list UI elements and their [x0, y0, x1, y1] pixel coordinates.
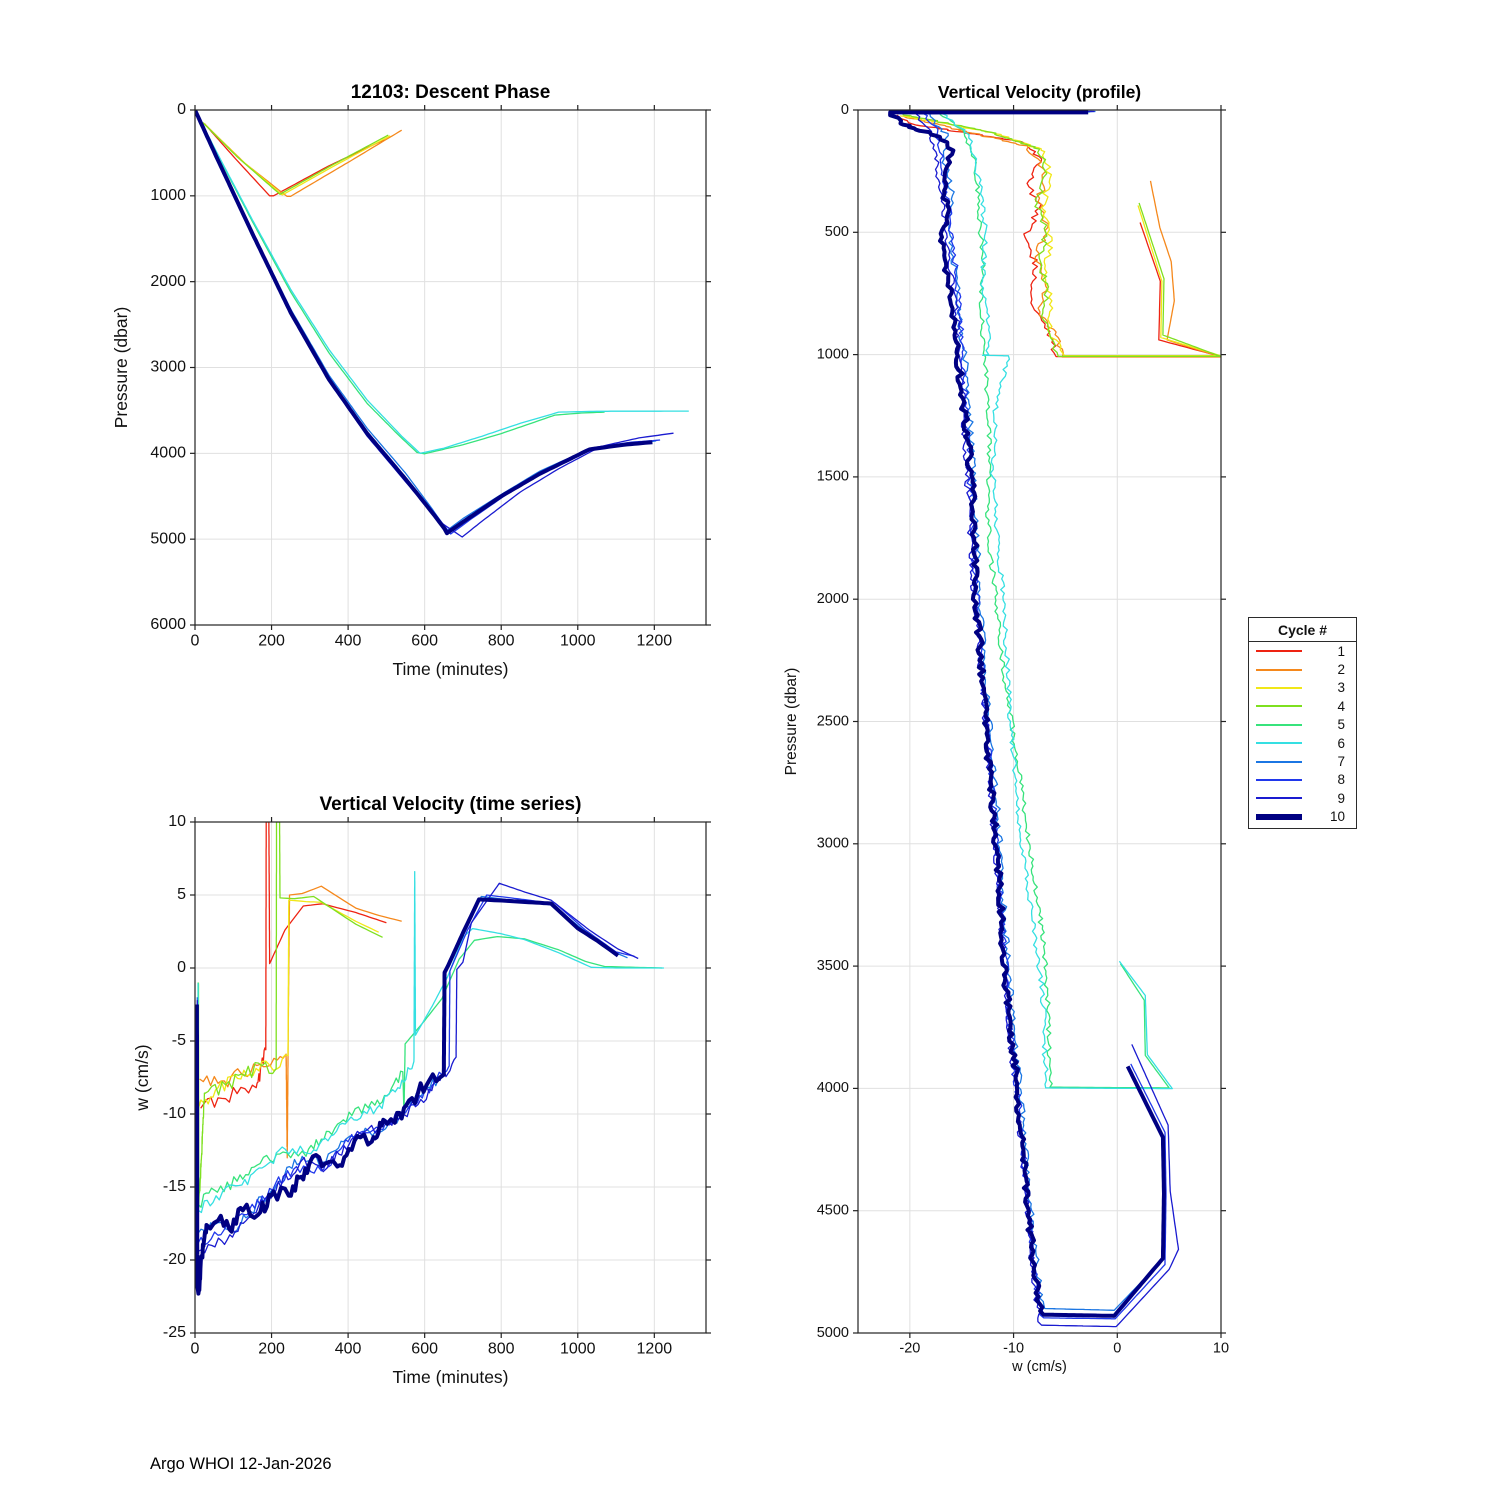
legend-entry-label: 6 [1337, 735, 1345, 751]
chart-profile [783, 82, 1229, 1375]
series-line-cycle-6 [198, 872, 664, 1213]
legend-entry-cycle-8 [1249, 771, 1356, 789]
x-tick-label: 0 [190, 1340, 200, 1358]
series-line-cycle-9 [195, 110, 674, 537]
x-axis-label: Time (minutes) [392, 1367, 509, 1387]
y-tick-label: 4000 [150, 444, 186, 462]
y-axis-label: Pressure (dbar) [111, 306, 131, 429]
legend-entry-label: 8 [1337, 772, 1345, 788]
series-group [890, 112, 1221, 1327]
legend-line-sample [1256, 761, 1302, 763]
x-axis-label: w (cm/s) [1012, 1359, 1067, 1375]
series-group [197, 822, 664, 1294]
series-line-cycle-9 [916, 112, 1178, 1327]
y-tick-label: -25 [162, 1324, 186, 1342]
y-tick-label: 4500 [816, 1202, 849, 1219]
y-tick-label: 0 [177, 959, 186, 977]
x-tick-label: 1200 [636, 632, 673, 650]
y-tick-label: 3500 [816, 957, 849, 974]
footer-text: Argo WHOI 12-Jan-2026 [150, 1455, 332, 1473]
series-group [195, 110, 689, 537]
y-tick-label: 5000 [150, 530, 186, 548]
legend-entry-cycle-1 [1249, 642, 1356, 660]
x-tick-label: -10 [1003, 1340, 1025, 1357]
x-tick-label: 200 [258, 1340, 285, 1358]
x-tick-label: 200 [258, 632, 285, 650]
legend-box [1248, 617, 1357, 829]
series-line-cycle-10 [890, 112, 1164, 1316]
legend-entry-cycle-2 [1249, 660, 1356, 678]
series-line-cycle-5 [198, 937, 662, 1208]
legend-entry-label: 2 [1337, 662, 1345, 678]
legend-entry-cycle-3 [1249, 679, 1356, 697]
y-axis-label: Pressure (dbar) [783, 667, 800, 776]
legend-entry-cycle-5 [1249, 716, 1356, 734]
y-tick-label: 5000 [816, 1324, 849, 1341]
legend-entry-label: 1 [1337, 643, 1345, 659]
legend-entry-cycle-4 [1249, 697, 1356, 715]
legend-entries [1249, 642, 1356, 826]
y-tick-label: -15 [162, 1178, 186, 1196]
legend-line-sample [1256, 814, 1302, 820]
legend-entry-label: 3 [1337, 680, 1345, 696]
x-tick-label: -20 [899, 1340, 921, 1357]
legend-entry-cycle-6 [1249, 734, 1356, 752]
chart-title: Vertical Velocity (profile) [937, 82, 1142, 102]
y-tick-label: 6000 [150, 616, 186, 634]
y-tick-label: 0 [177, 101, 186, 119]
legend-line-sample [1256, 705, 1302, 707]
x-tick-label: 0 [190, 632, 200, 650]
legend-line-sample [1256, 742, 1302, 744]
y-tick-label: 1000 [816, 346, 849, 363]
chart-title: Vertical Velocity (time series) [319, 794, 582, 815]
y-tick-label: 2500 [816, 713, 849, 730]
chart-title: 12103: Descent Phase [350, 82, 551, 103]
series-line-cycle-1 [201, 822, 387, 1108]
series-line-cycle-3 [901, 115, 1221, 355]
x-tick-label: 1200 [636, 1340, 673, 1358]
x-tick-label: 400 [334, 632, 362, 650]
legend-line-sample [1256, 687, 1302, 689]
x-tick-label: 600 [411, 1340, 439, 1358]
legend-line-sample [1256, 797, 1302, 799]
legend-entry-label: 5 [1337, 717, 1345, 733]
series-line-cycle-4 [198, 822, 382, 1207]
y-tick-label: 10 [168, 813, 186, 831]
y-tick-label: 2000 [150, 272, 186, 290]
x-tick-label: 800 [487, 1340, 515, 1358]
y-tick-label: 3000 [816, 835, 849, 852]
legend-line-sample [1256, 779, 1302, 781]
y-tick-label: -5 [171, 1032, 186, 1050]
series-line-cycle-10 [195, 110, 652, 533]
y-axis-label: w (cm/s) [132, 1044, 152, 1111]
legend-entry-cycle-9 [1249, 789, 1356, 807]
chart-descent [111, 82, 711, 679]
series-line-cycle-2 [200, 886, 402, 1158]
series-line-cycle-10 [197, 899, 618, 1293]
y-tick-label: 3000 [150, 358, 186, 376]
y-tick-label: 1000 [150, 187, 186, 205]
legend-title: Cycle # [1249, 618, 1356, 642]
chart-timeseries [132, 794, 711, 1387]
series-line-cycle-1 [897, 115, 1221, 357]
y-tick-label: 2000 [816, 591, 849, 608]
y-tick-label: 1500 [816, 468, 849, 485]
x-tick-label: 800 [487, 632, 515, 650]
x-tick-label: 0 [1113, 1340, 1122, 1357]
series-line-cycle-8 [197, 895, 634, 1245]
y-tick-label: -10 [162, 1105, 186, 1123]
legend-entry-cycle-10 [1249, 808, 1356, 826]
x-tick-label: 400 [334, 1340, 362, 1358]
legend-line-sample [1256, 650, 1302, 652]
y-tick-label: 0 [840, 101, 849, 118]
series-line-cycle-2 [206, 125, 402, 196]
legend-entry-label: 7 [1337, 754, 1345, 770]
x-tick-label: 1000 [559, 1340, 596, 1358]
x-tick-label: 1000 [559, 632, 596, 650]
legend-entry-label: 4 [1337, 698, 1345, 714]
y-tick-label: 500 [824, 224, 849, 241]
legend-line-sample [1256, 669, 1302, 671]
legend-entry-cycle-7 [1249, 752, 1356, 770]
x-tick-label: 600 [411, 632, 439, 650]
y-tick-label: 5 [177, 886, 186, 904]
legend-entry-label: 9 [1337, 790, 1345, 806]
series-line-cycle-8 [195, 110, 660, 534]
series-line-cycle-7 [195, 110, 656, 531]
legend-line-sample [1256, 724, 1302, 726]
x-tick-label: 10 [1212, 1340, 1230, 1357]
y-tick-label: -20 [162, 1251, 186, 1269]
y-tick-label: 4000 [816, 1080, 849, 1097]
x-axis-label: Time (minutes) [392, 659, 509, 679]
legend-entry-label: 10 [1329, 809, 1345, 825]
